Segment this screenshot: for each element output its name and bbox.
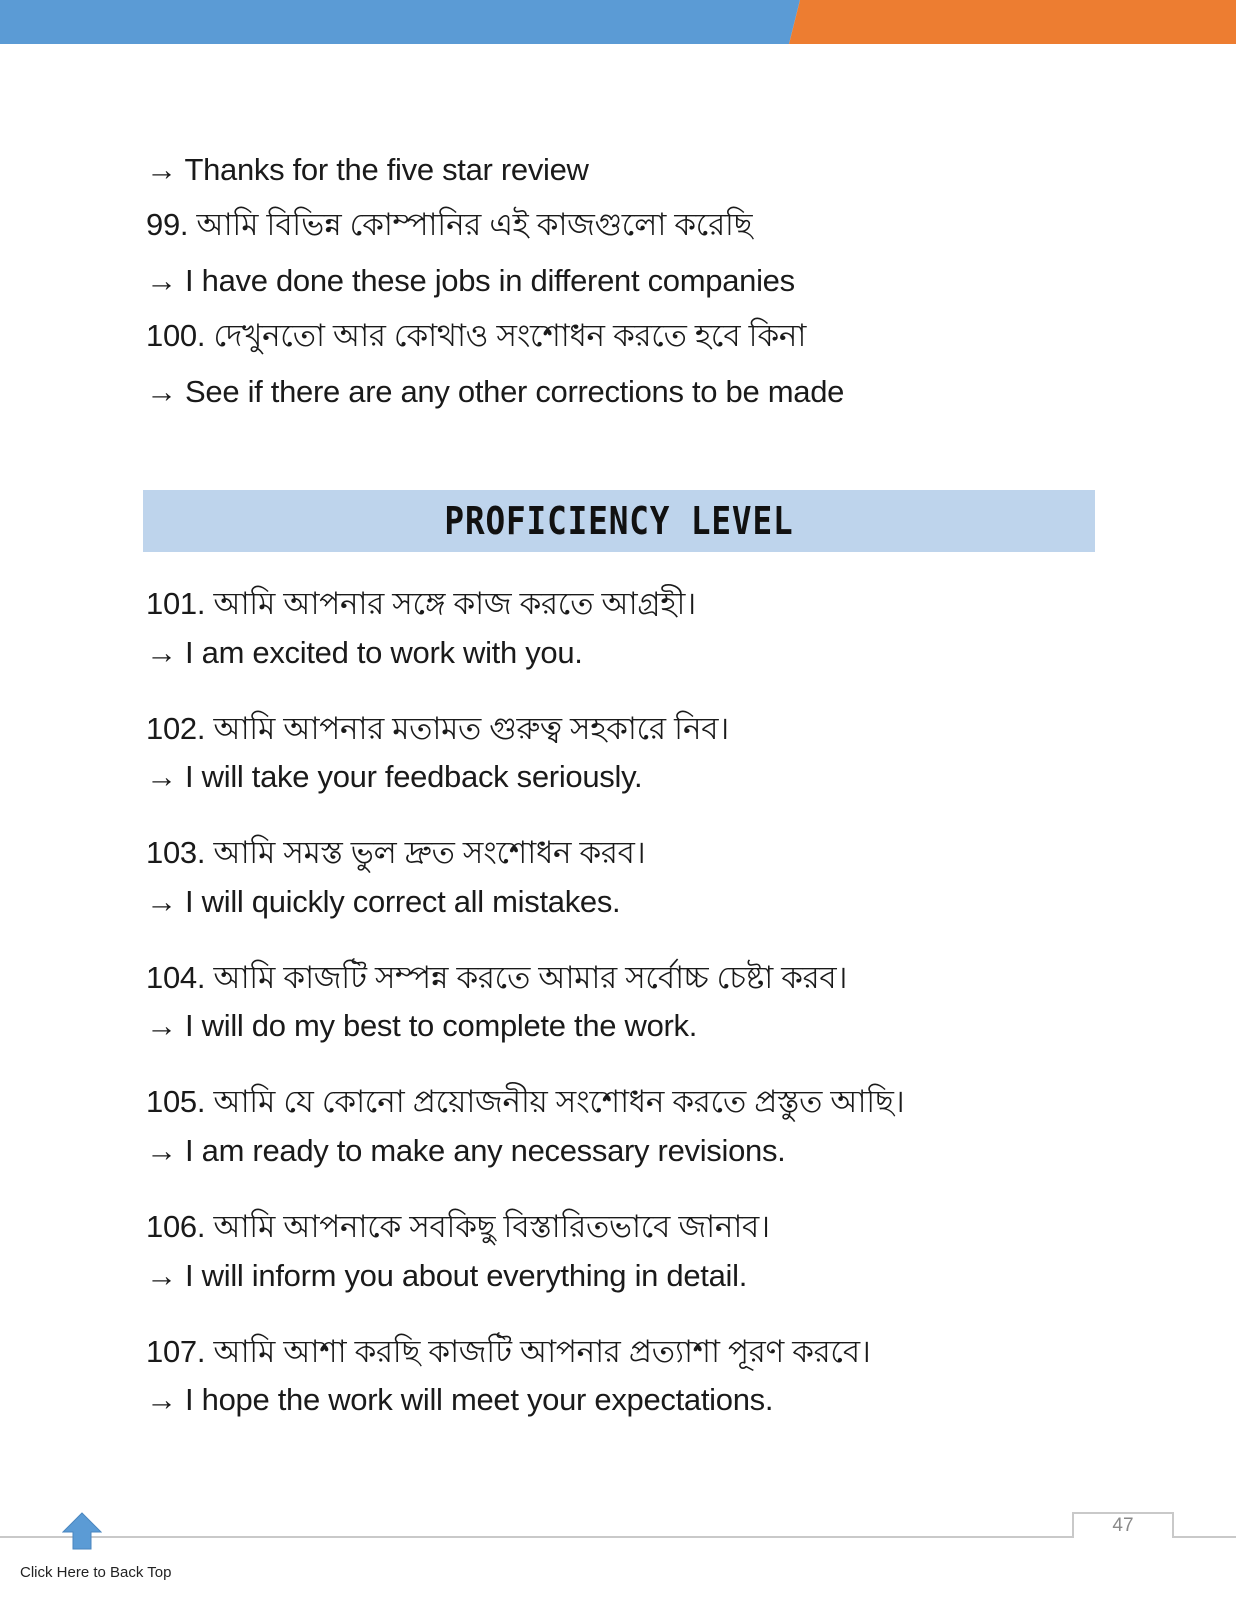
entry-102-english: → I will take your feedback seriously. [146,759,643,794]
entry-103-bengali: 103. আমি সমস্ত ভুল দ্রুত সংশোধন করব। [146,835,646,870]
section-title: PROFICIENCY LEVEL [444,499,794,543]
footer-divider [0,1536,1236,1538]
translation-line: → Thanks for the five star review [146,152,589,187]
translation-line: → See if there are any other corrections to be made [146,374,845,409]
bengali-line: 100. দেখুনতো আর কোথাও সংশোধন করতে হবে কিনা [146,318,807,353]
entry-105-english: → I am ready to make any necessary revisions. [146,1133,786,1168]
page-number-text: 47 [1112,1515,1134,1536]
entry-106-bengali: 106. আমি আপনাকে সবকিছু বিস্তারিতভাবে জানাব। [146,1209,770,1244]
entry-106-english: → I will inform you about everything in detail. [146,1258,748,1293]
entry-101-english: → I am excited to work with you. [146,635,583,670]
back-to-top-label[interactable]: Click Here to Back Top [20,1564,172,1581]
entry-107-english: → I hope the work will meet your expectations. [146,1382,774,1417]
entry-103-english: → I will quickly correct all mistakes. [146,884,621,919]
translation-line: → I have done these jobs in different companies [146,263,795,298]
entry-101-bengali: 101. আমি আপনার সঙ্গে কাজ করতে আগ্রহী। [146,586,696,621]
entry-104-bengali: 104. আমি কাজটি সম্পন্ন করতে আমার সর্বোচ্চ চেষ্টা করব। [146,960,848,995]
bengali-line: 99. আমি বিভিন্ন কোম্পানির এই কাজগুলো করেছি [146,207,753,242]
entry-102-bengali: 102. আমি আপনার মতামত গুরুত্ব সহকারে নিব। [146,711,729,746]
entry-105-bengali: 105. আমি যে কোনো প্রয়োজনীয় সংশোধন করতে প্রস্তুত আছি। [146,1084,905,1119]
header-color-bar [0,0,1236,44]
back-to-top-link[interactable] [20,1512,180,1592]
page-number [1072,1512,1174,1538]
section-header [143,490,1095,552]
up-arrow-icon[interactable] [62,1512,102,1550]
entry-107-bengali: 107. আমি আশা করছি কাজটি আপনার প্রত্যাশা পূরণ করবে। [146,1334,871,1369]
entry-104-english: → I will do my best to complete the work. [146,1008,698,1043]
